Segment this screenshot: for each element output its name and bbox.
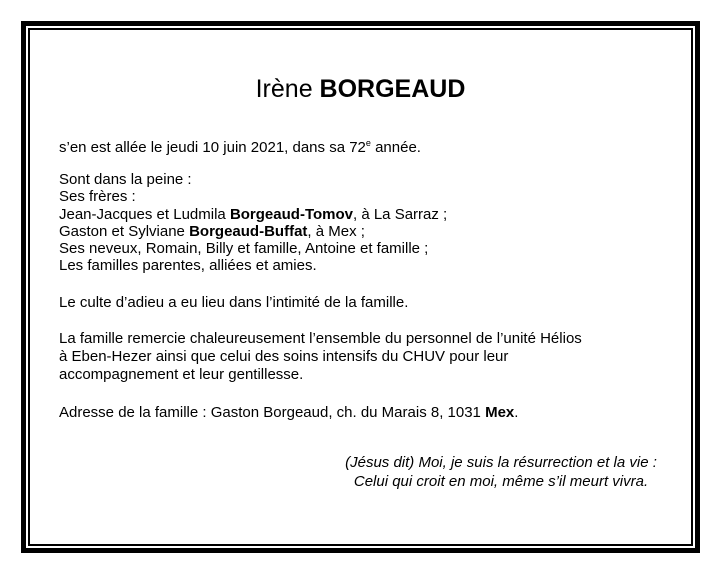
mourner-line [59, 240, 447, 257]
mourners-subheading: Ses frères : [59, 188, 136, 206]
intro-line [59, 139, 421, 157]
mourner-line [59, 206, 447, 223]
ordinal-superscript: e [365, 138, 371, 148]
mourner-line-text-end: , à La Sarraz ; [353, 205, 448, 223]
deceased-name [0, 74, 721, 104]
thanks-line: à Eben-Hezer ainsi que celui des soins intensifs du CHUV pour leur [59, 348, 509, 365]
intro-text: s’en est allée le jeudi 10 juin 2021, dans sa 72 [59, 139, 366, 156]
address-text-end: . [514, 404, 519, 421]
deceased-family-name: BORGEAUD [319, 75, 466, 103]
deceased-given-name: Irène [255, 75, 320, 103]
scripture-quote [301, 453, 701, 491]
mourner-line [59, 257, 447, 274]
mourners-list [59, 171, 447, 275]
mourner-line-text-end: , à Mex ; [307, 222, 365, 240]
quote-line: Celui qui croit en moi, même s’il meurt vivra. [353, 473, 649, 490]
mourners-heading: Sont dans la peine : [59, 171, 192, 188]
mourner-line-text: Ses neveux, Romain, Billy et famille, Antoine et famille ; [59, 240, 429, 258]
ceremony-line: Le culte d’adieu a eu lieu dans l’intimité de la famille. [59, 294, 409, 311]
thanks-paragraph [59, 330, 582, 384]
mourner-family-name: Borgeaud-Buffat [189, 222, 308, 240]
thanks-line: accompagnement et leur gentillesse. [59, 366, 304, 383]
mourner-line-text: Les familles parentes, alliées et amies. [59, 257, 317, 275]
mourner-line-text: Gaston et Sylviane [59, 222, 190, 240]
thanks-line: La famille remercie chaleureusement l’ensemble du personnel de l’unité Hélios [59, 330, 582, 347]
mourner-line [59, 223, 447, 240]
mourner-line-text: Jean-Jacques et Ludmila [59, 205, 230, 223]
address-text: Adresse de la famille : Gaston Borgeaud, ch. du Marais 8, 1031 [59, 404, 486, 421]
family-address-line [59, 404, 518, 422]
quote-line: (Jésus dit) Moi, je suis la résurrection et la vie : [345, 454, 657, 471]
mourner-family-name: Borgeaud-Tomov [229, 205, 353, 223]
address-locality: Mex [485, 404, 515, 421]
intro-text-end: année. [370, 139, 421, 156]
